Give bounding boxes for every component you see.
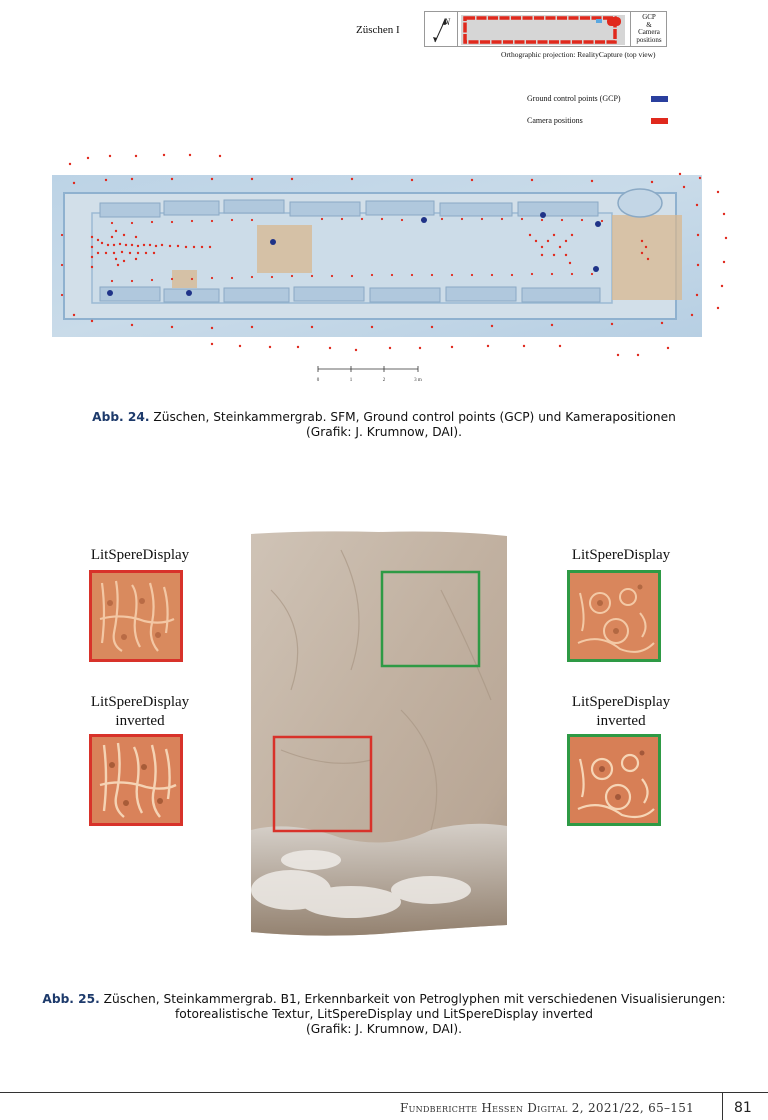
figure-24-label: Abb. 24. bbox=[92, 410, 150, 424]
figure-24-caption-line2: (Grafik: J. Krumnow, DAI). bbox=[306, 425, 462, 439]
figure-site-label: Züschen I bbox=[356, 24, 400, 36]
label-left-bottom: LitSpereDisplay inverted bbox=[90, 694, 190, 729]
inset-gcp-camera-label: GCP & Camera positions bbox=[636, 13, 662, 44]
figure-25-caption-line1: Züschen, Steinkammergrab. B1, Erkennbarkeit von Petroglyphen mit verschiedenen Visualisierungen: bbox=[99, 992, 726, 1006]
footer-separator bbox=[722, 1093, 723, 1120]
figure-25-caption bbox=[40, 992, 728, 1037]
scale-tick-2: 2 bbox=[382, 378, 386, 383]
legend-camera-swatch bbox=[651, 118, 668, 124]
north-arrow-icon bbox=[429, 14, 453, 46]
legend-camera-label: Camera positions bbox=[527, 116, 583, 125]
figure-25-caption-line2: fotorealistische Textur, LitSpereDisplay und LitSpereDisplay inverted bbox=[174, 1007, 594, 1021]
inset-plan-thumbnail bbox=[461, 15, 625, 45]
scale-bar bbox=[312, 365, 424, 385]
thumb-litsphere-inverted-green bbox=[567, 734, 661, 826]
outer-camera-positions bbox=[40, 150, 730, 365]
scale-tick-0: 0 bbox=[316, 378, 320, 383]
legend-gcp-label: Ground control points (GCP) bbox=[527, 94, 621, 103]
legend-gcp-swatch bbox=[651, 96, 668, 102]
footer-journal-reference: Fundberichte Hessen Digital 2, 2021/22, 65–151 bbox=[400, 1101, 695, 1115]
label-left-top: LitSpereDisplay bbox=[90, 547, 190, 563]
figure-24-caption bbox=[40, 410, 728, 440]
scale-tick-3: 3 m bbox=[414, 378, 422, 383]
projection-caption: Orthographic projection: RealityCapture (top view) bbox=[501, 50, 656, 59]
stone-photograph bbox=[251, 530, 507, 938]
label-right-top: LitSpereDisplay bbox=[571, 547, 671, 563]
north-label: N bbox=[444, 17, 451, 27]
label-right-bottom: LitSpereDisplay inverted bbox=[571, 694, 671, 729]
page-number: 81 bbox=[734, 1100, 752, 1116]
thumb-litsphere-green bbox=[567, 570, 661, 662]
figure-25-caption-line3: (Grafik: J. Krumnow, DAI). bbox=[306, 1022, 462, 1036]
figure-25-label: Abb. 25. bbox=[42, 992, 100, 1006]
inset-overview-box bbox=[424, 11, 667, 47]
scale-tick-1: 1 bbox=[349, 378, 353, 383]
thumb-litsphere-inverted-red bbox=[89, 734, 183, 826]
figure-24-caption-line1: Züschen, Steinkammergrab. SFM, Ground control points (GCP) und Kamerapositionen bbox=[149, 410, 676, 424]
thumb-litsphere-red bbox=[89, 570, 183, 662]
footer-rule bbox=[0, 1092, 768, 1093]
